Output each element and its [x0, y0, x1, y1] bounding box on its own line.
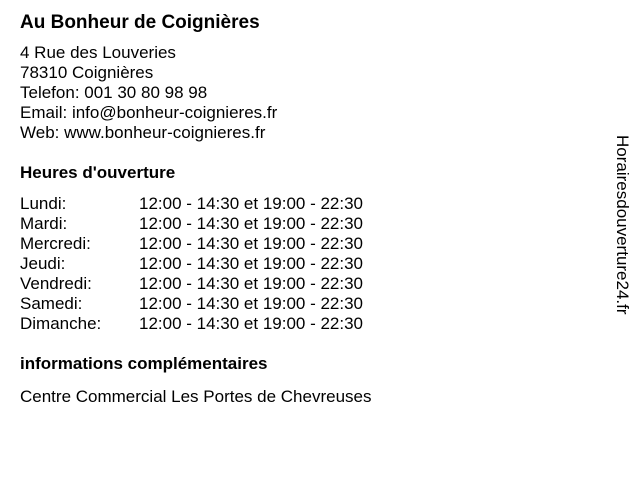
business-name: Au Bonheur de Coignières [20, 12, 260, 33]
opening-hours-table [20, 194, 590, 334]
address-street: 4 Rue des Louveries [20, 43, 176, 62]
hours-time: 12:00 - 14:30 et 19:00 - 22:30 [139, 274, 364, 293]
hours-heading: Heures d'ouverture [20, 163, 176, 182]
address-city: 78310 Coignières [20, 63, 154, 82]
business-card [20, 11, 590, 407]
contact-details [20, 43, 590, 143]
hours-day: Vendredi: [20, 274, 92, 293]
hours-row-vendredi [20, 274, 590, 294]
hours-day: Lundi: [20, 194, 67, 213]
hours-day: Dimanche: [20, 314, 102, 333]
hours-day: Mardi: [20, 214, 68, 233]
web-line: Web: www.bonheur-coignieres.fr [20, 123, 266, 142]
hours-time: 12:00 - 14:30 et 19:00 - 22:30 [139, 214, 364, 233]
email-line: Email: info@bonheur-coignieres.fr [20, 103, 278, 122]
hours-day: Samedi: [20, 294, 83, 313]
hours-row-mardi [20, 214, 590, 234]
hours-row-samedi [20, 294, 590, 314]
hours-time: 12:00 - 14:30 et 19:00 - 22:30 [139, 234, 364, 253]
hours-row-jeudi [20, 254, 590, 274]
hours-row-lundi [20, 194, 590, 214]
hours-day: Jeudi: [20, 254, 66, 273]
hours-time: 12:00 - 14:30 et 19:00 - 22:30 [139, 194, 364, 213]
hours-time: 12:00 - 14:30 et 19:00 - 22:30 [139, 254, 364, 273]
phone-line: Telefon: 001 30 80 98 98 [20, 83, 208, 102]
hours-row-mercredi [20, 234, 590, 254]
info-heading: informations complémentaires [20, 354, 268, 373]
info-text: Centre Commercial Les Portes de Chevreuses [20, 387, 372, 406]
hours-day: Mercredi: [20, 234, 91, 253]
hours-row-dimanche [20, 314, 590, 334]
site-watermark: Horairesdouverture24.fr [613, 135, 632, 315]
hours-time: 12:00 - 14:30 et 19:00 - 22:30 [139, 314, 364, 333]
hours-time: 12:00 - 14:30 et 19:00 - 22:30 [139, 294, 364, 313]
